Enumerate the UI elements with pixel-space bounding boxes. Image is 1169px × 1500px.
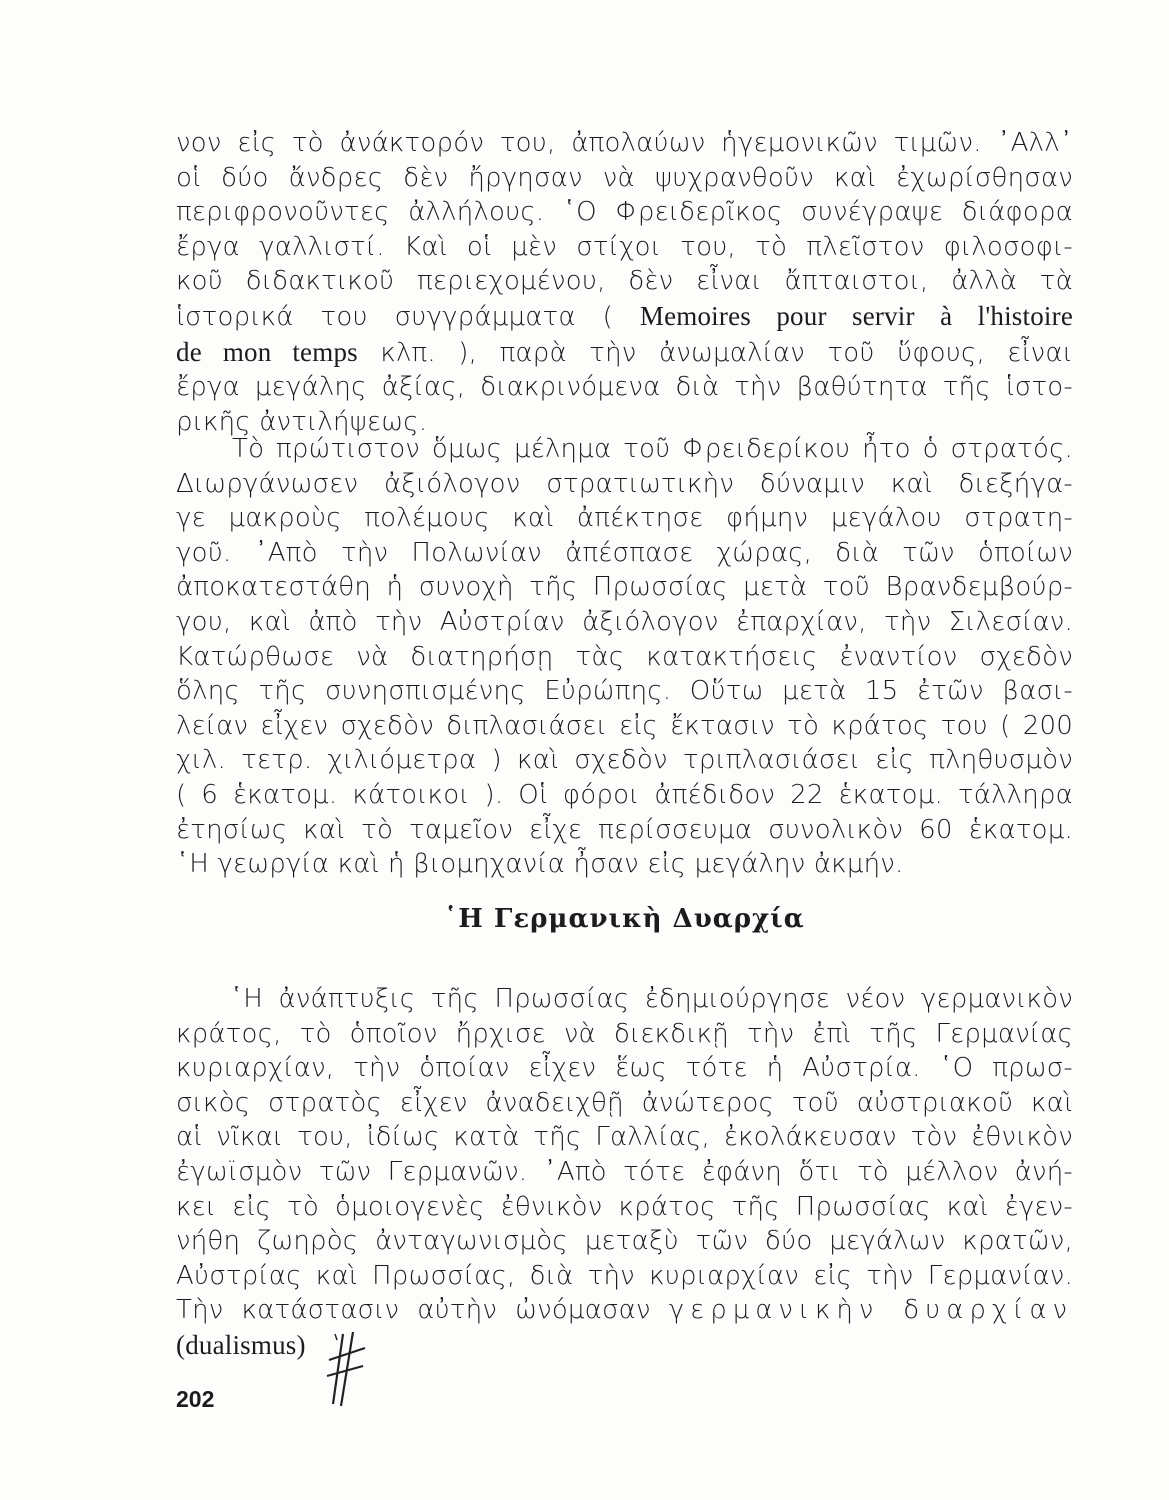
- text-line: γοῦ. ᾿Απὸ τὴν Πολωνίαν ἀπέσπασε χώρας, διὰ τῶν ὁποίων: [176, 537, 1073, 568]
- text-line: ἐγωϊσμὸν τῶν Γερμανῶν. ᾿Απὸ τότε ἐφάνη ὅτι τὸ μέλλον ἀνή-: [176, 1156, 1073, 1187]
- latin-term: (dualismus): [176, 1329, 306, 1360]
- text-line: σικὸς στρατὸς εἶχεν ἀναδειχθῇ ἀνώτερος τοῦ αὐστριακοῦ καὶ: [176, 1087, 1073, 1118]
- text-line: Διωργάνωσεν ἀξιόλογον στρατιωτικὴν δύναμιν καὶ διεξήγα-: [176, 468, 1073, 499]
- text-line: γε μακροὺς πολέμους καὶ ἀπέκτησε φήμην μεγάλου στρατη-: [176, 503, 1073, 534]
- text-line: ὅλης τῆς συνησπισμένης Εὐρώπης. Οὕτω μετὰ 15 ἐτῶν βασι-: [176, 676, 1073, 707]
- latin-title: Memoires pour servir à l'histoire: [639, 300, 1073, 331]
- greek-fragment: ἱστορικά του συγγράμματα (: [176, 301, 613, 332]
- text-line: ἀποκατεστάθη ἡ συνοχὴ τῆς Πρωσσίας μετὰ τοῦ Βρανδεμβούρ-: [176, 572, 1073, 603]
- text-line: κοῦ διδακτικοῦ περιεχομένου, δὲν εἶναι ἄπταιστοι, ἀλλὰ τὰ: [176, 266, 1073, 297]
- text-line: περιφρονοῦντες ἀλλήλους. ῾Ο Φρειδερῖκος συνέγραψε διάφορα: [176, 197, 1073, 228]
- text-line: κυριαρχίαν, τὴν ὁποίαν εἶχεν ἕως τότε ἡ Αὐστρία. ῾Ο πρωσ-: [176, 1053, 1073, 1084]
- text-line: νήθη ζωηρὸς ἀνταγωνισμὸς μεταξὺ τῶν δύο μεγάλων κρατῶν,: [176, 1226, 1073, 1257]
- text-line-mixed: [176, 1293, 1073, 1328]
- text-line: ( 6 ἑκατομ. κάτοικοι ). Οἱ φόροι ἀπέδιδον 22 ἑκατομ. τάλληρα: [176, 779, 1073, 810]
- text-line: ρικῆς ἀντιλήψεως.: [176, 406, 428, 437]
- text-line: κει εἰς τὸ ὁμοιογενὲς ἐθνικὸν κράτος τῆς Πρωσσίας καὶ ἐγεν-: [176, 1191, 1073, 1222]
- text-line: χιλ. τετρ. χιλιόμετρα ) καὶ σχεδὸν τριπλασιάσει εἰς πληθυσμὸν: [176, 745, 1073, 776]
- text-line-mixed: [176, 335, 1073, 371]
- text-line: κράτος, τὸ ὁποῖον ἤρχισε νὰ διεκδικῇ τὴν ἐπὶ τῆς Γερμανίας: [176, 1018, 1073, 1049]
- section-heading: ῾Η Γερμανικὴ Δυαρχία: [444, 904, 805, 934]
- text-line: ἐτησίως καὶ τὸ ταμεῖον εἶχε περίσσευμα συνολικὸν 60 ἑκατομ.: [176, 814, 1073, 845]
- text-line-mixed: [176, 299, 1073, 335]
- paragraph-army: [176, 432, 1073, 882]
- text-line: ῾Η ἀνάπτυξις τῆς Πρωσσίας ἐδημιούργησε νέον γερμανικὸν: [230, 984, 1073, 1014]
- text-line: ἔργα γαλλιστί. Καὶ οἱ μὲν στίχοι του, τὸ πλεῖστον φιλοσοφι-: [176, 231, 1073, 262]
- text-line: λείαν εἶχεν σχεδὸν διπλασιάσει εἰς ἔκτασιν τὸ κράτος του ( 200: [176, 710, 1073, 741]
- text-line: οἱ δύο ἄνδρες δὲν ἤργησαν νὰ ψυχρανθοῦν καὶ ἐχωρίσθησαν: [176, 162, 1073, 193]
- text-line: αἱ νῖκαι του, ἰδίως κατὰ τῆς Γαλλίας, ἐκολάκευσαν τὸν ἐθνικὸν: [176, 1122, 1073, 1153]
- text-line: Αὐστρίας καὶ Πρωσσίας, διὰ τὴν κυριαρχίαν εἰς τὴν Γερμανίαν.: [176, 1260, 1073, 1291]
- text-line: Τὸ πρώτιστον ὅμως μέλημα τοῦ Φρειδερίκου ἦτο ὁ στρατός.: [232, 434, 1073, 464]
- text-line: γου, καὶ ἀπὸ τὴν Αὐστρίαν ἀξιόλογον ἐπαρχίαν, τὴν Σιλεσίαν.: [176, 606, 1073, 637]
- latin-title: de mon temps: [176, 336, 358, 367]
- handwritten-hash-mark: [325, 1330, 385, 1410]
- emphasized-term: γερμανικὴν δυαρχίαν: [668, 1295, 1073, 1326]
- greek-fragment: Τὴν κατάστασιν αὐτὴν ὠνόμασαν: [176, 1295, 651, 1326]
- greek-fragment: κλπ. ), παρὰ τὴν ἀνωμαλίαν τοῦ ὕφους, εἶναι: [380, 337, 1073, 368]
- text-line: νον εἰς τὸ ἀνάκτορόν του, ἀπολαύων ἡγεμονικῶν τιμῶν. ᾿Αλλ᾿: [176, 128, 1073, 158]
- paragraph-german-dualism: [176, 982, 1073, 1363]
- text-line: ἔργα μεγάλης ἀξίας, διακρινόμενα διὰ τὴν βαθύτητα τῆς ἱστο-: [176, 372, 1073, 403]
- text-line: ῾Η γεωργία καὶ ἡ βιομηχανία ἦσαν εἰς μεγάλην ἀκμήν.: [176, 849, 904, 880]
- text-line: Κατώρθωσε νὰ διατηρήσῃ τὰς κατακτήσεις ἐναντίον σχεδὸν: [176, 641, 1073, 672]
- paragraph-frederick-writings: [176, 126, 1073, 439]
- page-number: 202: [176, 1386, 215, 1412]
